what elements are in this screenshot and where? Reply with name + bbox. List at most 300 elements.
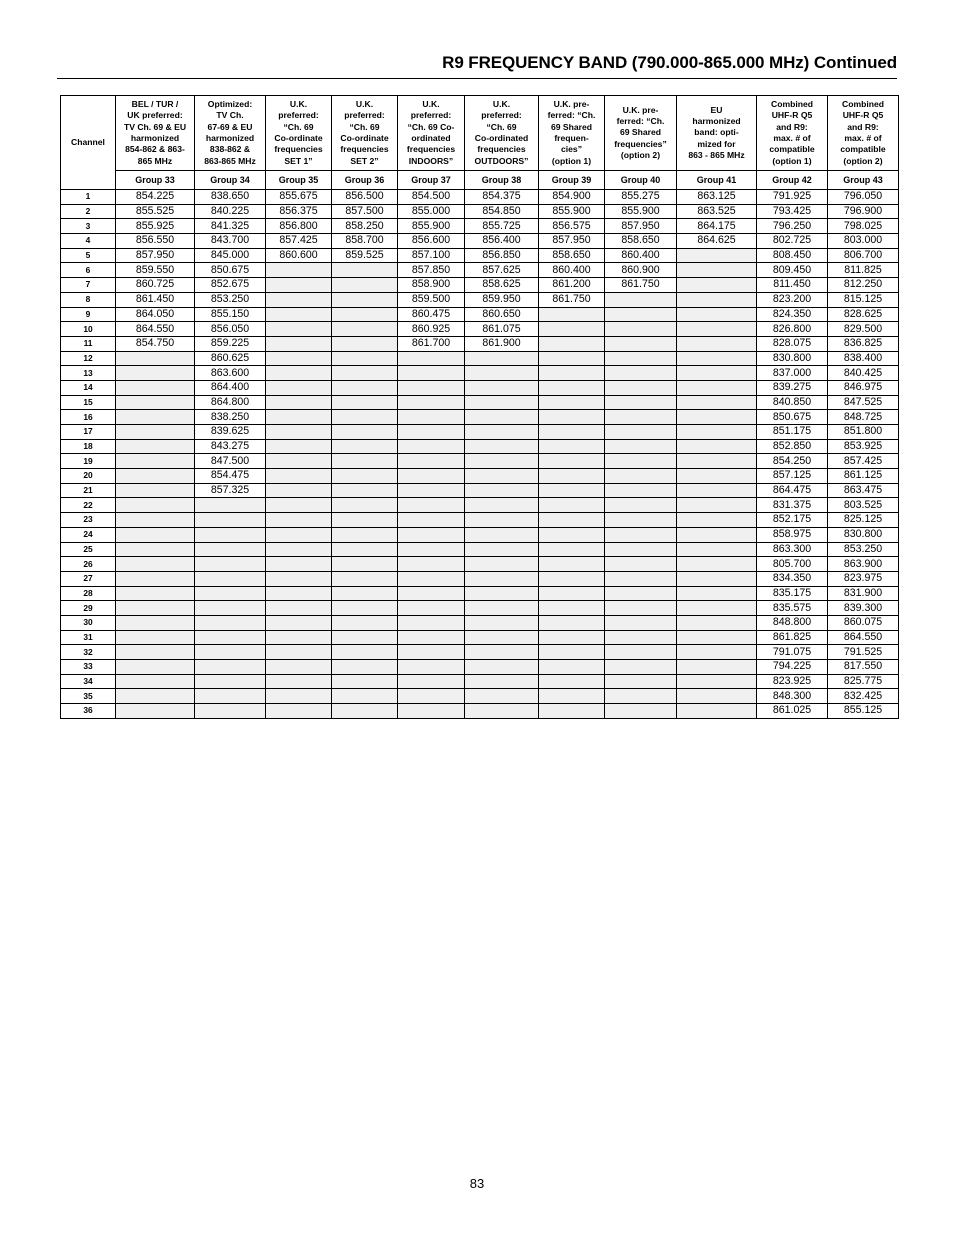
empty-cell [266,615,332,630]
empty-cell [605,571,677,586]
frequency-cell: 855.900 [398,219,465,234]
frequency-cell: 860.475 [398,307,465,322]
frequency-cell: 860.925 [398,322,465,337]
empty-cell [677,307,757,322]
channel-number: 28 [61,586,116,601]
frequency-cell: 861.125 [828,469,899,484]
empty-cell [398,498,465,513]
column-header-line: max. # of [773,133,811,143]
empty-cell [266,704,332,719]
empty-cell [332,601,398,616]
empty-cell [332,395,398,410]
column-header [398,96,465,171]
empty-cell [332,425,398,440]
empty-cell [677,336,757,351]
column-header [266,96,332,171]
frequency-cell: 856.400 [465,234,539,249]
empty-cell [398,439,465,454]
table-row [61,542,899,557]
column-header-line: UHF-R Q5 [771,110,813,121]
frequency-cell: 857.625 [465,263,539,278]
frequency-cell: 853.250 [195,292,266,307]
empty-cell [465,586,539,601]
frequency-cell: 857.950 [605,219,677,234]
empty-cell [605,483,677,498]
channel-number: 6 [61,263,116,278]
channel-number: 15 [61,395,116,410]
empty-cell [195,498,266,513]
empty-cell [465,601,539,616]
frequency-cell: 830.800 [828,527,899,542]
empty-cell [398,645,465,660]
table-row [61,498,899,513]
frequency-cell: 854.750 [116,336,195,351]
empty-cell [465,513,539,528]
column-header-row [61,96,899,171]
column-header-line: EU [710,104,723,115]
column-header-line: cies” [560,144,583,155]
empty-cell [677,454,757,469]
frequency-cell: 840.850 [757,395,828,410]
empty-cell [195,615,266,630]
channel-number: 7 [61,278,116,293]
column-header-line: preferred: [481,110,522,121]
empty-cell [677,513,757,528]
table-row [61,630,899,645]
empty-cell [332,292,398,307]
table-row [61,204,899,219]
empty-cell [605,292,677,307]
table-row [61,660,899,675]
empty-cell [398,571,465,586]
empty-cell [332,351,398,366]
empty-cell [398,615,465,630]
column-header-line: ferred: “Ch. [547,110,596,121]
frequency-cell: 860.725 [116,278,195,293]
empty-cell [398,689,465,704]
empty-cell [605,527,677,542]
empty-cell [539,322,605,337]
channel-number: 18 [61,439,116,454]
channel-number: 29 [61,601,116,616]
empty-cell [605,322,677,337]
empty-cell [605,630,677,645]
empty-cell [539,366,605,381]
empty-cell [539,410,605,425]
channel-number: 11 [61,336,116,351]
empty-cell [195,542,266,557]
empty-cell [605,366,677,381]
empty-cell [116,483,195,498]
empty-cell [266,557,332,572]
empty-cell [116,557,195,572]
empty-cell [398,395,465,410]
table-row [61,689,899,704]
channel-number: 17 [61,425,116,440]
frequency-cell: 857.950 [539,234,605,249]
frequency-cell: 798.025 [828,219,899,234]
frequency-cell: 856.375 [266,204,332,219]
frequency-cell: 835.575 [757,601,828,616]
empty-cell [398,351,465,366]
empty-cell [398,630,465,645]
frequency-cell: 861.075 [465,322,539,337]
column-header-line: UHF-R Q5 [842,110,884,121]
column-header [677,96,757,171]
empty-cell [116,366,195,381]
frequency-cell: 858.900 [398,278,465,293]
column-header-line: Combined [841,99,884,110]
empty-cell [116,395,195,410]
frequency-cell: 861.750 [605,278,677,293]
empty-cell [677,469,757,484]
empty-cell [398,586,465,601]
empty-cell [465,704,539,719]
frequency-cell: 826.800 [757,322,828,337]
empty-cell [465,542,539,557]
frequency-cell: 811.825 [828,263,899,278]
column-header-line: U.K. pre- [553,99,590,110]
frequency-cell: 864.050 [116,307,195,322]
frequency-cell: 815.125 [828,292,899,307]
empty-cell [398,660,465,675]
empty-cell [266,322,332,337]
table-row [61,601,899,616]
channel-number: 10 [61,322,116,337]
frequency-cell: 857.425 [828,454,899,469]
frequency-cell: 850.675 [757,410,828,425]
empty-cell [116,380,195,395]
empty-cell [539,395,605,410]
empty-cell [195,645,266,660]
frequency-cell: 840.225 [195,204,266,219]
empty-cell [605,307,677,322]
empty-cell [266,307,332,322]
channel-number: 8 [61,292,116,307]
frequency-cell: 843.700 [195,234,266,249]
frequency-cell: 835.175 [757,586,828,601]
frequency-cell: 861.900 [465,336,539,351]
empty-cell [398,527,465,542]
empty-cell [332,660,398,675]
frequency-cell: 803.000 [828,234,899,249]
empty-cell [677,630,757,645]
empty-cell [605,336,677,351]
frequency-cell: 806.700 [828,248,899,263]
empty-cell [677,704,757,719]
frequency-cell: 855.675 [266,190,332,205]
frequency-cell: 796.250 [757,219,828,234]
empty-cell [266,586,332,601]
frequency-cell: 855.900 [539,204,605,219]
empty-cell [677,615,757,630]
empty-cell [465,366,539,381]
empty-cell [195,660,266,675]
frequency-cell: 858.975 [757,527,828,542]
frequency-cell: 831.900 [828,586,899,601]
table-row [61,263,899,278]
column-header-line: and R9: [847,121,879,132]
frequency-cell: 863.300 [757,542,828,557]
column-header-line: 69 Shared [550,121,593,132]
frequency-cell: 846.975 [828,380,899,395]
page-title: R9 FREQUENCY BAND (790.000-865.000 MHz) Continued [442,53,897,72]
table-row [61,469,899,484]
frequency-cell: 856.500 [332,190,398,205]
empty-cell [539,336,605,351]
channel-number: 20 [61,469,116,484]
frequency-cell: 838.650 [195,190,266,205]
empty-cell [605,454,677,469]
frequency-cell: 848.725 [828,410,899,425]
empty-cell [116,351,195,366]
empty-cell [539,425,605,440]
frequency-cell: 855.150 [195,307,266,322]
empty-cell [605,351,677,366]
column-header-line: compatible [840,144,886,155]
channel-number: 30 [61,615,116,630]
empty-cell [195,586,266,601]
empty-cell [605,410,677,425]
empty-cell [195,630,266,645]
column-header-line: preferred: [278,110,319,121]
empty-cell [332,630,398,645]
column-header [465,96,539,171]
frequency-cell: 852.850 [757,439,828,454]
empty-cell [539,571,605,586]
column-header-line: max. # of [844,133,882,143]
empty-cell [116,586,195,601]
frequency-cell: 857.950 [116,248,195,263]
frequency-cell: 856.050 [195,322,266,337]
frequency-cell: 828.625 [828,307,899,322]
frequency-cell: 796.900 [828,204,899,219]
channel-number: 23 [61,513,116,528]
frequency-cell: 859.225 [195,336,266,351]
empty-cell [266,571,332,586]
empty-cell [677,248,757,263]
column-header-line: (option 2) [843,155,883,166]
frequency-cell: 857.500 [332,204,398,219]
frequency-cell: 825.775 [828,674,899,689]
empty-cell [677,395,757,410]
column-header [116,96,195,171]
empty-cell [116,674,195,689]
frequency-cell: 854.250 [757,454,828,469]
frequency-cell: 839.625 [195,425,266,440]
frequency-cell: 856.575 [539,219,605,234]
empty-cell [539,454,605,469]
frequency-cell: 817.550 [828,660,899,675]
column-header-line: band: opti- [694,127,739,138]
empty-cell [332,571,398,586]
group-label: Group 43 [828,171,899,190]
channel-number: 1 [61,190,116,205]
column-header-line: harmonized [130,133,180,143]
frequency-cell: 861.025 [757,704,828,719]
empty-cell [116,571,195,586]
empty-cell [465,630,539,645]
empty-cell [116,454,195,469]
empty-cell [465,674,539,689]
channel-number: 13 [61,366,116,381]
table-row [61,234,899,249]
table-row [61,351,899,366]
empty-cell [605,557,677,572]
frequency-cell: 847.525 [828,395,899,410]
frequency-cell: 837.000 [757,366,828,381]
table-row [61,425,899,440]
frequency-cell: 854.500 [398,190,465,205]
table-row [61,674,899,689]
empty-cell [539,630,605,645]
empty-cell [332,615,398,630]
title-divider [57,78,897,79]
frequency-cell: 811.450 [757,278,828,293]
empty-cell [539,674,605,689]
empty-cell [195,689,266,704]
column-header-line: frequencies [340,144,389,155]
table-row [61,527,899,542]
channel-number: 2 [61,204,116,219]
empty-cell [539,498,605,513]
channel-number: 32 [61,645,116,660]
empty-cell [605,704,677,719]
column-header [605,96,677,171]
channel-number: 14 [61,380,116,395]
frequency-cell: 858.625 [465,278,539,293]
group-label: Group 33 [116,171,195,190]
frequency-cell: 829.500 [828,322,899,337]
empty-cell [266,380,332,395]
column-header-line: Co-ordinated [474,133,529,143]
frequency-cell: 855.525 [116,204,195,219]
empty-cell [332,439,398,454]
channel-number: 12 [61,351,116,366]
empty-cell [539,527,605,542]
frequency-cell: 856.850 [465,248,539,263]
empty-cell [195,557,266,572]
frequency-cell: 854.850 [465,204,539,219]
empty-cell [465,395,539,410]
empty-cell [465,439,539,454]
empty-cell [605,601,677,616]
column-header-line: frequencies [406,144,456,155]
empty-cell [465,557,539,572]
empty-cell [605,674,677,689]
empty-cell [605,469,677,484]
frequency-cell: 854.900 [539,190,605,205]
frequency-cell: 857.100 [398,248,465,263]
empty-cell [332,513,398,528]
empty-cell [266,454,332,469]
frequency-cell: 863.475 [828,483,899,498]
empty-cell [266,601,332,616]
empty-cell [332,704,398,719]
channel-number: 31 [61,630,116,645]
empty-cell [605,542,677,557]
column-header-line: 838-862 & [209,144,251,155]
frequency-cell: 860.400 [539,263,605,278]
empty-cell [605,439,677,454]
frequency-cell: 858.650 [539,248,605,263]
empty-cell [539,439,605,454]
frequency-cell: 839.300 [828,601,899,616]
frequency-cell: 855.725 [465,219,539,234]
empty-cell [539,660,605,675]
column-header-line: “Ch. 69 [283,121,314,132]
group-label: Group 41 [677,171,757,190]
empty-cell [465,660,539,675]
empty-cell [677,601,757,616]
frequency-cell: 853.925 [828,439,899,454]
column-header-line: U.K. [289,99,308,110]
empty-cell [116,439,195,454]
frequency-cell: 856.550 [116,234,195,249]
empty-cell [677,425,757,440]
frequency-cell: 836.825 [828,336,899,351]
empty-cell [116,498,195,513]
frequency-cell: 843.275 [195,439,266,454]
group-label: Group 37 [398,171,465,190]
empty-cell [677,410,757,425]
empty-cell [266,292,332,307]
column-header-line: INDOORS” [408,155,454,166]
channel-number: 27 [61,571,116,586]
empty-cell [539,704,605,719]
empty-cell [116,630,195,645]
empty-cell [116,527,195,542]
empty-cell [332,483,398,498]
column-header-line: (option 1) [772,155,812,166]
table-row [61,557,899,572]
empty-cell [677,689,757,704]
empty-cell [677,366,757,381]
frequency-cell: 858.700 [332,234,398,249]
empty-cell [332,380,398,395]
empty-cell [398,483,465,498]
frequency-cell: 839.275 [757,380,828,395]
empty-cell [539,351,605,366]
frequency-cell: 859.525 [332,248,398,263]
empty-cell [677,483,757,498]
channel-number: 3 [61,219,116,234]
column-header-line: 854-862 & 863- [125,144,185,155]
frequency-cell: 861.825 [757,630,828,645]
channel-number: 25 [61,542,116,557]
frequency-cell: 860.625 [195,351,266,366]
column-header-line: 67-69 & EU [207,121,253,132]
table-row [61,586,899,601]
empty-cell [605,395,677,410]
column-header-line: U.K. [492,99,511,110]
frequency-cell: 860.900 [605,263,677,278]
table-row [61,292,899,307]
empty-cell [605,615,677,630]
empty-cell [332,557,398,572]
frequency-cell: 859.550 [116,263,195,278]
empty-cell [677,660,757,675]
empty-cell [332,645,398,660]
frequency-cell: 851.175 [757,425,828,440]
empty-cell [266,630,332,645]
table-row [61,366,899,381]
empty-cell [332,322,398,337]
empty-cell [332,498,398,513]
empty-cell [677,351,757,366]
empty-cell [605,586,677,601]
empty-cell [605,498,677,513]
